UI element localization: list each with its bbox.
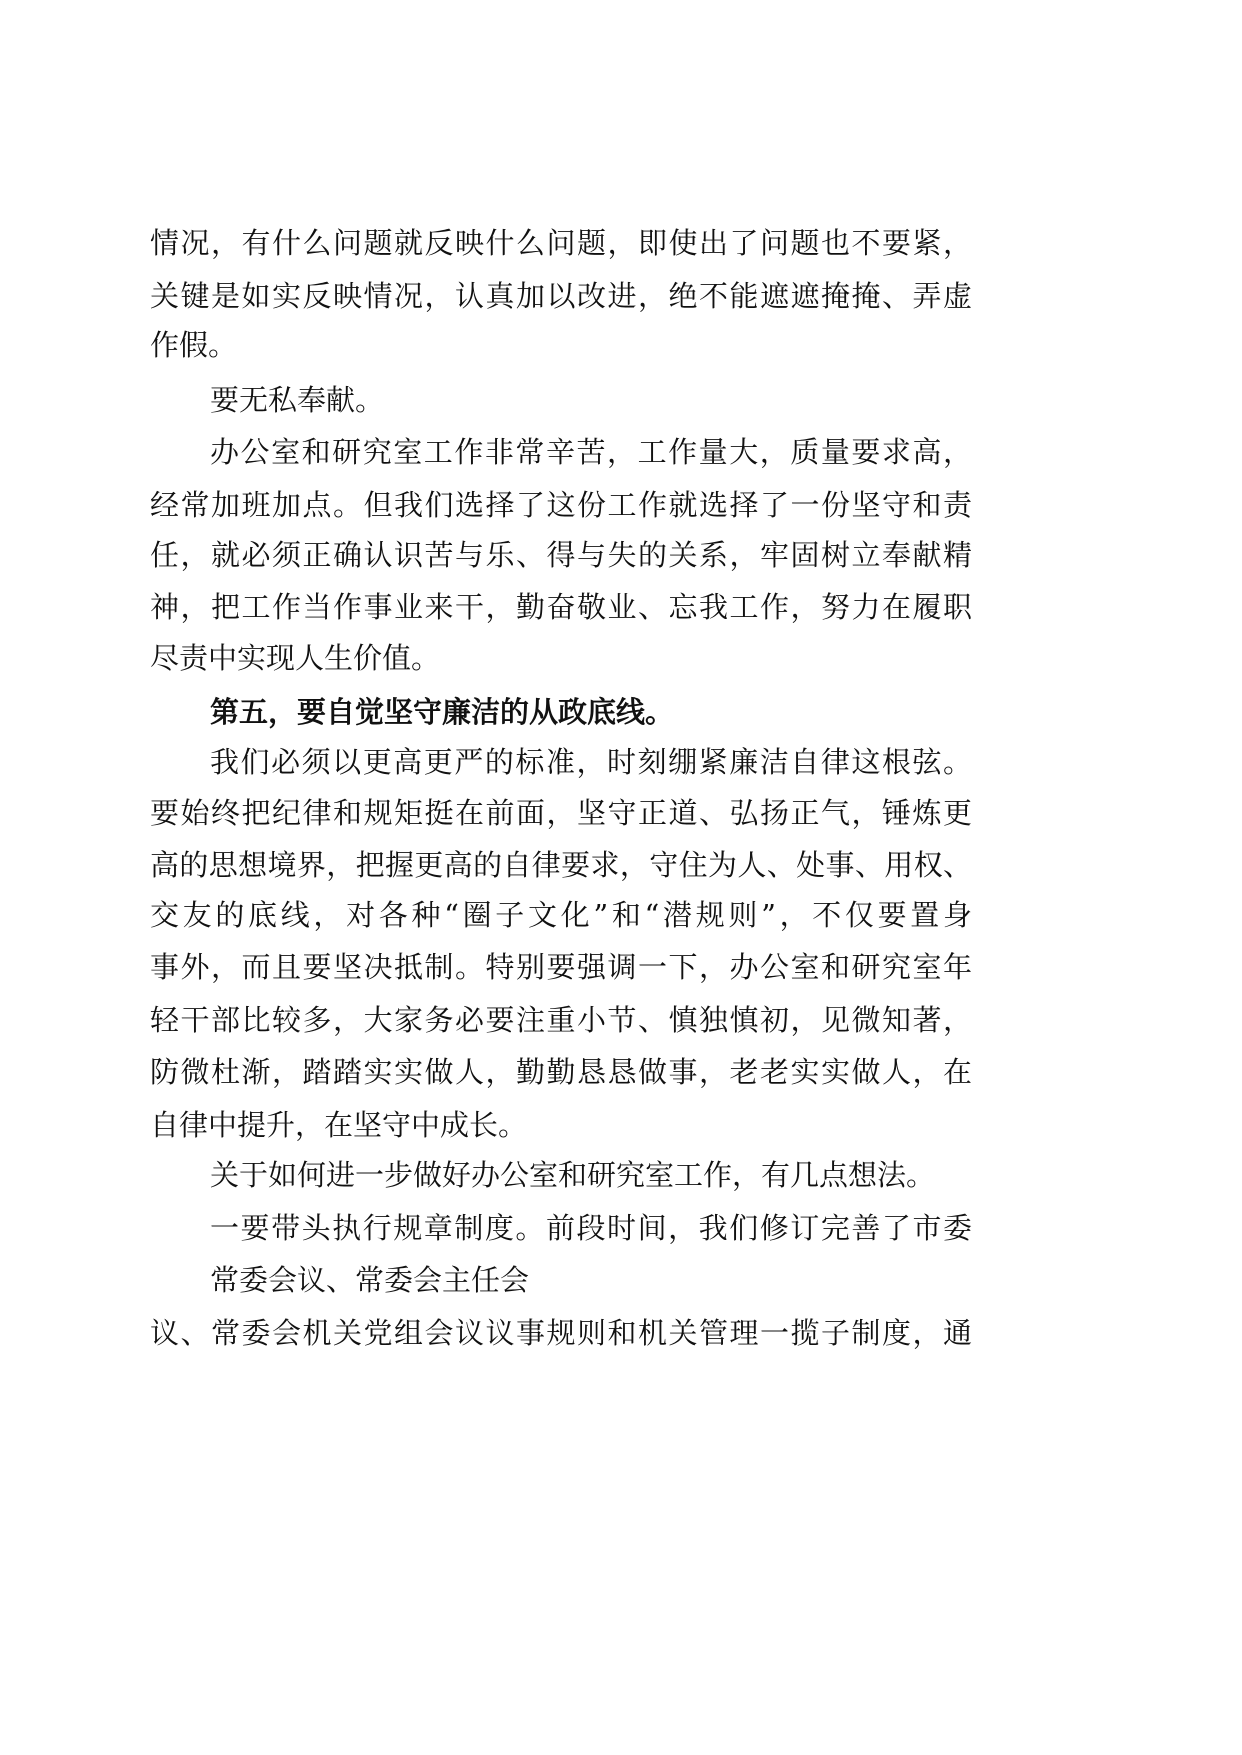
text-line [150, 538, 972, 572]
emphasis-text: 一要带头执行规章制度。 [210, 1211, 546, 1245]
text-line [150, 950, 972, 984]
body-text: 办公室和研究室工作非常辛苦，工作量大，质量要求高， [210, 435, 972, 469]
text-line [150, 279, 972, 313]
text-line [150, 590, 972, 624]
text-line [150, 1003, 972, 1037]
body-text: 情况，有什么问题就反映什么问题，即使出了问题也不要紧， [150, 226, 972, 260]
body-text: 关键是如实反映情况，认真加以改进，绝不能遮遮掩掩、弄虚 [150, 279, 972, 313]
text-line [210, 1263, 972, 1297]
body-text: 轻干部比较多，大家务必要注重小节、慎独慎初，见微知著， [150, 1003, 972, 1037]
body-text: 前段时间，我们修订完善了市委 [545, 1211, 972, 1245]
text-line [150, 898, 972, 932]
body-text: 交友的底线，对各种“圈子文化”和“潜规则”，不仅要置身 [150, 898, 972, 932]
text-line [150, 641, 972, 675]
body-text: 作假。 [150, 328, 238, 362]
body-text: 事外，而且要坚决抵制。特别要强调一下，办公室和研究室年 [150, 950, 972, 984]
text-line [150, 488, 972, 522]
emphasis-text: 第五，要自觉坚守廉洁的从政底线。 [210, 695, 675, 729]
text-line [210, 1158, 972, 1192]
text-line [210, 745, 972, 779]
text-line [150, 328, 972, 362]
body-text: 我们必须以更高更严的标准，时刻绷紧廉洁自律这根弦。 [210, 745, 972, 779]
text-line [150, 1316, 972, 1350]
text-line [150, 796, 972, 830]
body-text: 自律中提升，在坚守中成长。 [150, 1108, 528, 1142]
text-line [150, 848, 972, 882]
text-line [210, 695, 972, 729]
body-text: 议、常委会机关党组会议议事规则和机关管理一揽子制度，通 [150, 1316, 972, 1350]
text-line [210, 435, 972, 469]
emphasis-text: 要无私奉献。 [210, 383, 385, 417]
text-line [150, 1055, 972, 1089]
text-line [210, 383, 972, 417]
body-text: 常委会议、常委会主任会 [210, 1263, 530, 1297]
body-text: 经常加班加点。但我们选择了这份工作就选择了一份坚守和责 [150, 488, 972, 522]
body-text: 尽责中实现人生价值。 [150, 641, 441, 675]
body-text: 关于如何进一步做好办公室和研究室工作，有几点想法。 [210, 1158, 936, 1192]
body-text: 任，就必须正确认识苦与乐、得与失的关系，牢固树立奉献精 [150, 538, 972, 572]
text-line [150, 1108, 972, 1142]
body-text: 防微杜渐，踏踏实实做人，勤勤恳恳做事，老老实实做人，在 [150, 1055, 972, 1089]
body-text: 要始终把纪律和规矩挺在前面，坚守正道、弘扬正气，锤炼更 [150, 796, 972, 830]
body-text: 神，把工作当作事业来干，勤奋敬业、忘我工作，努力在履职 [150, 590, 972, 624]
body-text: 高的思想境界，把握更高的自律要求，守住为人、处事、用权、 [150, 848, 972, 882]
text-line [210, 1211, 972, 1245]
text-line [150, 226, 972, 260]
